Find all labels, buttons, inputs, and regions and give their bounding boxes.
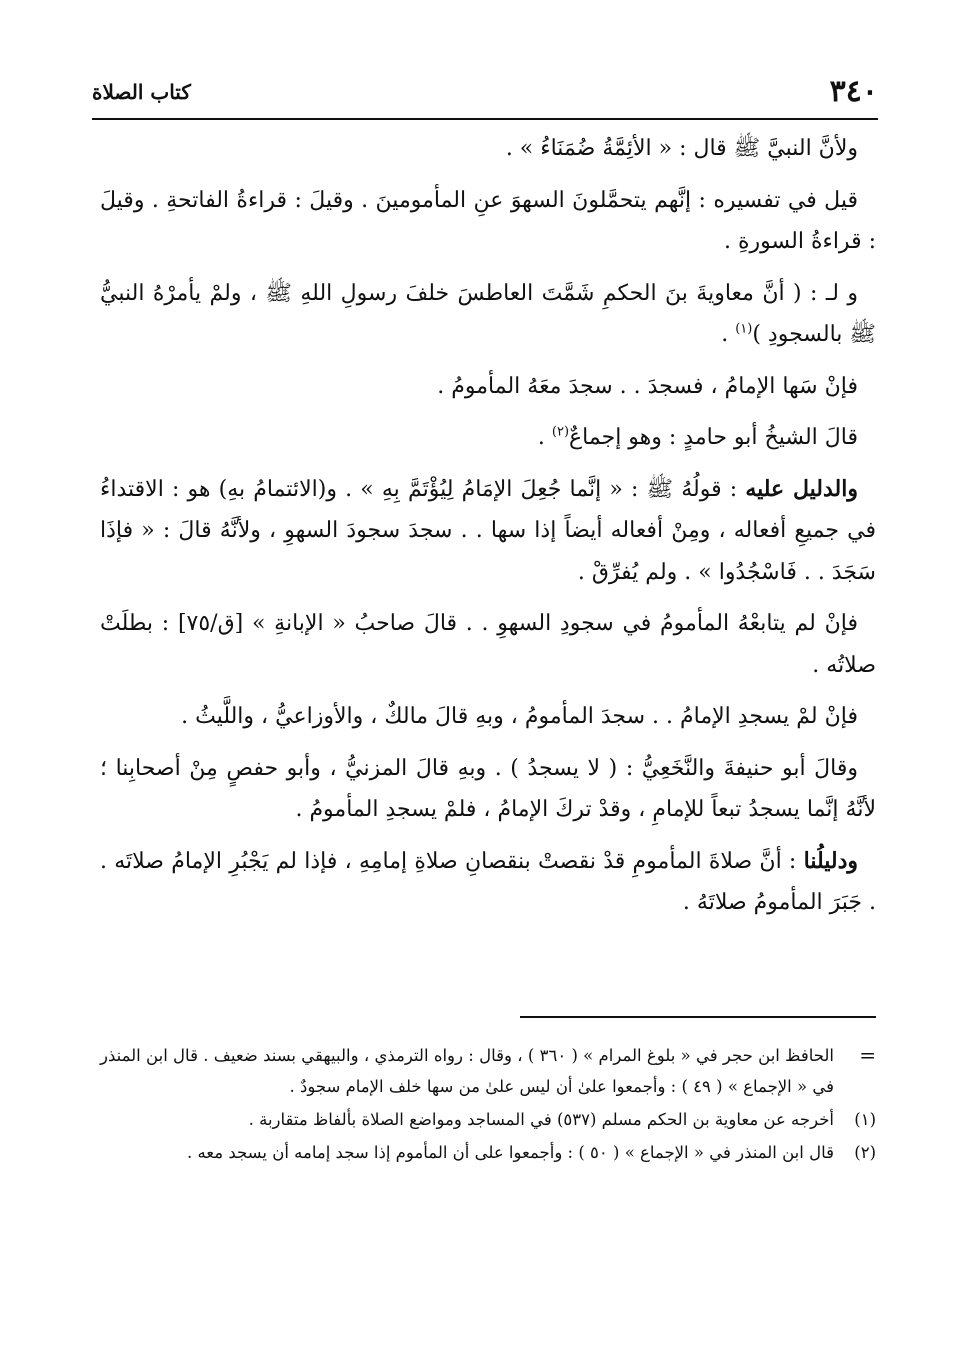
paragraph <box>100 841 876 924</box>
footnote-text: أخرجه عن معاوية بن الحكم مسلم (٥٣٧) في المساجد ومواضع الصلاة بألفاظ متقاربة . <box>248 1110 834 1129</box>
paragraph <box>100 417 876 459</box>
paragraph <box>100 128 876 170</box>
paragraph <box>100 366 876 408</box>
footnote <box>100 1040 876 1102</box>
footnote-text: الحافظ ابن حجر في « بلوغ المرام » ( ٣٦٠ ) ، وقال : رواه الترمذي ، والبيهقي بسند ضعيف . قال ابن المنذر في « الإجماع » ( ٤٩ ) : وأجمعوا علىٰ أن ليس علىٰ من سها خلف الإمام سجودٌ . <box>100 1046 834 1096</box>
paragraph-text: : قولُهُ ﷺ : « إنَّما جُعِلَ الإمَامُ لِيُؤْتَمَّ بِهِ » . و(الائتمامُ بهِ) هو : الاقتداءُ في جميعِ أفعاله ، ومِنْ أفعاله أيضاً إذا سها . . سجدَ سجودَ السهوِ ، ولأنَّهُ قالَ : « فإذَا سَجَدَ . . فَاسْجُدُوا » . ولم يُفرِّقْ . <box>100 476 876 585</box>
paragraph-text: قالَ الشيخُ أبو حامدٍ : وهو إجماعٌ <box>569 425 858 450</box>
paragraph-text: : أنَّ صلاةَ المأمومِ قدْ نقصتْ بنقصانِ صلاةِ إمامِهِ ، فإذا لم يَجْبُرِ الإمامُ صلاتَه . . جَبَرَ المأمومُ صلاتَهُ . <box>100 848 876 915</box>
paragraph <box>100 748 876 831</box>
paragraph-lead: والدليل عليه <box>745 475 858 502</box>
page-number: ٣٤٠ <box>829 74 878 109</box>
paragraph-text: فإنْ سَها الإمامُ ، فسجدَ . . سجدَ معَهُ المأمومُ . <box>437 373 858 399</box>
footnote-reference[interactable]: (١) <box>735 321 753 337</box>
footnotes <box>100 1040 876 1170</box>
footnote-marker: = <box>859 1043 876 1067</box>
paragraph-text: فإنْ لم يتابعْهُ المأمومُ في سجودِ السهوِ . . قالَ صاحبُ « الإبانةِ » [ق/٧٥] : بطلَتْ صلاتُه . <box>100 611 876 678</box>
footnote-text: قال ابن المنذر في « الإجماع » ( ٥٠ ) : وأجمعوا على أن المأموم إذا سجد إمامه أن يسجد معه . <box>186 1143 834 1162</box>
paragraph-text: و لـ : ( أنَّ معاويةَ بنَ الحكمِ شَمَّتَ العاطسَ خلفَ رسولِ اللهِ ﷺ ، ولمْ يأمرْهُ النبيُّ ﷺ بالسجودِ ) <box>100 280 876 347</box>
footnote <box>100 1137 876 1168</box>
paragraph <box>100 603 876 686</box>
footnote <box>100 1104 876 1135</box>
paragraph-text: وقالَ أبو حنيفةَ والنَّخَعِيُّ : ( لا يسجدُ ) . وبهِ قالَ المزنيُّ ، وأبو حفصٍ مِنْ أصحابِنا ؛ لأنَّهُ إنَّما يسجدُ تبعاً للإمامِ ، وقدْ تركَ الإمامُ ، فلمْ يسجدِ المأمومُ . <box>100 755 876 822</box>
paragraph-text: ولأنَّ النبيَّ ﷺ قال : « الأئِمَّةُ ضُمَنَاءُ » . <box>505 136 858 161</box>
header-divider <box>92 118 878 120</box>
page-header <box>92 74 878 118</box>
paragraph-text: فإنْ لمْ يسجدِ الإمامُ . . سجدَ المأمومُ ، وبهِ قالَ مالكٌ ، والأوزاعيُّ ، واللَّيثُ . <box>181 704 858 729</box>
book-title: كتاب الصلاة <box>92 80 191 104</box>
footnote-marker: (٢) <box>854 1143 876 1162</box>
paragraph <box>100 696 876 738</box>
paragraph-text: قيل في تفسيره : إنَّهم يتحمَّلونَ السهوَ عنِ المأمومينَ . وقيلَ : قراءةُ الفاتحةِ . وقيلَ : قراءةُ السورةِ . <box>100 187 876 254</box>
paragraph <box>100 469 876 594</box>
paragraph <box>100 180 876 263</box>
footnote-reference[interactable]: (٢) <box>551 424 570 440</box>
paragraph-tail: . <box>721 322 736 347</box>
footnote-marker: (١) <box>854 1110 876 1129</box>
paragraph-lead: ودليلُنا <box>803 847 858 874</box>
paragraph-tail: . <box>537 425 552 450</box>
main-text <box>100 128 876 934</box>
footnote-divider <box>520 1016 876 1018</box>
paragraph <box>100 273 876 356</box>
